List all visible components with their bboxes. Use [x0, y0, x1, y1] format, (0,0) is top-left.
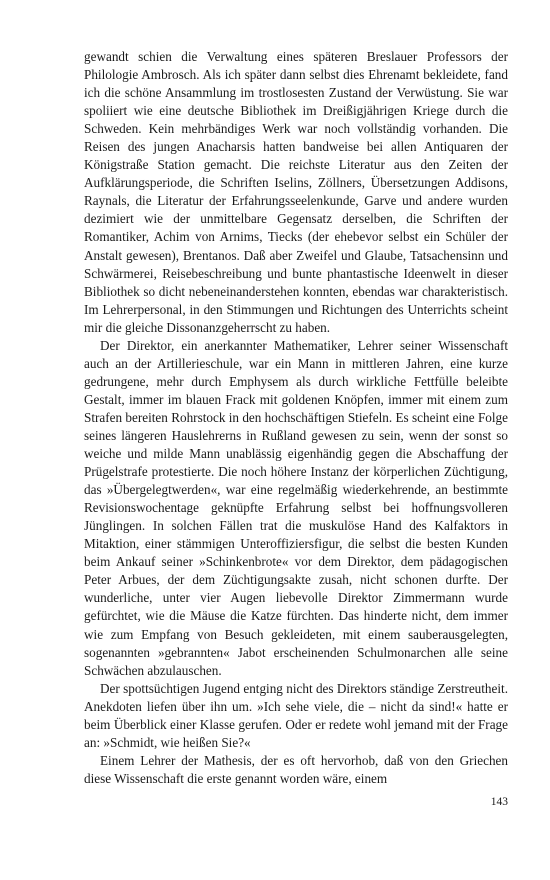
paragraph-3: Der spottsüchtigen Jugend entging nicht des Direktors ständige Zerstreutheit. Anekdoten liefen über ihn um. »Ich sehe viele, die – nicht da sind!« hatte er beim Überblick einer Klasse gerufen. Oder er redete wohl jemand mit der Frage an: »Schmidt, wie heißen Sie?«: [84, 680, 508, 750]
paragraph-2: Der Direktor, ein anerkannter Mathematiker, Lehrer seiner Wissenschaft auch an der Artillerieschule, war ein Mann in mittleren Jahren, eine kurze gedrungene, mehr durch Emphysem als durch wirkliche Fettfülle beleibte Gestalt, immer im blauen Frack mit goldenen Knöpfen, immer mit einem zum Strafen bereiten Rohrstock in den hochschäftigen Stiefeln. Es scheint eine Folge seines längeren Hauslehrerns in Rußland gewesen zu sein, wenn der sonst so weiche und milde Mann unablässig eigenhändig gegen die Abschaffung der Prügelstrafe protestierte. Die noch höhere Instanz der körperlichen Züchtigung, das »Übergelegtwerden«, war eine regelmäßig wiederkehrende, an bestimmte Revisionswochentage geknüpfte Erfahrung selbst bei hoffnungsvolleren Jünglingen. In solchen Fällen trat die muskulöse Hand des Kalfaktors in Mitaktion, einer stämmigen Unteroffiziersfigur, die selbst die besten Kunden beim Ankauf seiner »Schinkenbrote« vor dem Direktor, dem pädagogischen Peter Arbues, der dem Züchtigungsakte zusah, nicht schonen durfte. Der wunderliche, unter vier Augen liebevolle Direktor Zimmermann wurde gefürchtet, wie die Mäuse die Katze fürchten. Das hinderte nicht, dem immer wie zum Empfang von Besuch gekleideten, mit einem sauberausgelegten, sogenannten »gebrannten« Jabot erscheinenden Schulmonarchen alle seine Schwächen abzulauschen.: [84, 337, 508, 678]
page-number: 143: [490, 796, 508, 808]
paragraph-1: gewandt schien die Verwaltung eines späteren Breslauer Professors der Philologie Ambrosch. Als ich später dann selbst dies Ehrenamt bekleidete, fand ich die schöne Ansammlung im trostlosesten Zustand der Verwüstung. Sie war spoliiert wie eine deutsche Bibliothek im Dreißigjährigen Kriege durch die Schweden. Kein mehrbändiges Werk war noch vollständig vorhanden. Die Reisen des jungen Anacharsis hatten bandweise bei allen Antiquaren der Königstraße Station gemacht. Die reichste Literatur aus den Zeiten der Aufklärungsperiode, die Schriften Iselins, Zöllners, Übersetzungen Addisons, Raynals, die Literatur der Erfahrungsseelenkunde, Garve und andere wurden dezimiert wie der unmittelbare Gegensatz derselben, die Schriften der Romantiker, Achim von Arnims, Tiecks (der ehebevor selbst ein Schüler der Anstalt gewesen), Brentanos. Daß aber Zweifel und Glaube, Tatsachensinn und Schwärmerei, Reisebeschreibung und bunte phantastische Ideenwelt in dieser Bibliothek so dicht nebeneinanderstehen konnten, ebendas war charakteristisch. Im Lehrerpersonal, in den Stimmungen und Richtungen des Unterrichts scheint mir die gleiche Dissonanzgeherrscht zu haben.: [84, 49, 508, 335]
paragraph-4: Einem Lehrer der Mathesis, der es oft hervorhob, daß von den Griechen diese Wissenschaft die erste genannt worden wäre, einem: [84, 752, 508, 786]
body-text: [84, 48, 508, 788]
